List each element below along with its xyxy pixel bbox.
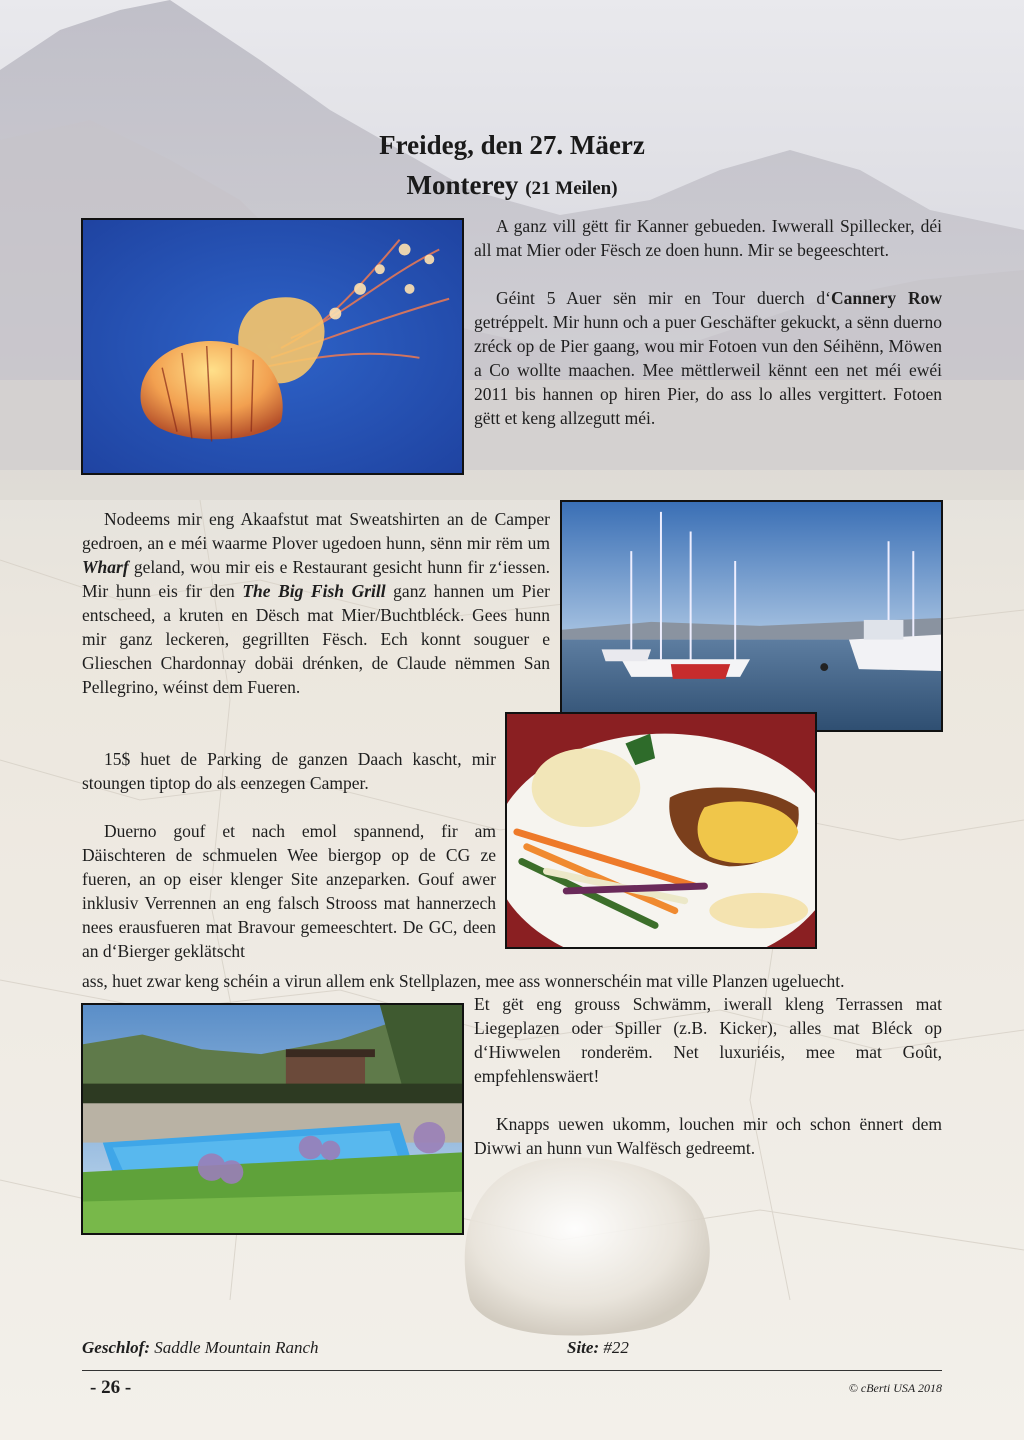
paragraph [82, 507, 550, 699]
text-run: Nodeems mir eng Akaafstut mat Sweatshirten an de Camper gedroen, an e méi waarme Plover ugedoen hunn, sënn mir rëm um [82, 509, 550, 553]
place-name: Monterey [406, 170, 519, 200]
text-block-1 [474, 214, 942, 430]
paragraph: A ganz vill gëtt fir Kanner gebueden. Iwwerall Spillecker, déi all mat Mier oder Fësch ze doen hunn. Mir se begeeschtert. [474, 216, 942, 260]
site-label: Site: [567, 1338, 600, 1357]
text-run: getréppelt. Mir hunn och a puer Geschäfter gekuckt, a sënn duerno zréck op de Pier gaang, wou mir Fotoen vun den Séihënn, Möwen a Co wollte maachen. Mee mëttlerweil kënnt een net méi ewéi 2011 bis hannen op hiren Pier, do ass lo alles vergittert. Fotoen gëtt et keng allzegutt méi. [474, 312, 942, 428]
harbor-photo [560, 500, 943, 732]
text-run: ganz hannen um Pier entscheed, a kruten en Dësch mat Mier/Buchtbléck. Gees hunn mir ganz leckeren, gegrillten Fësch. Ech konnt souguer e Glieschen Chardonnay dobäi drénken, de Claude nëmmen San Pellegrino, wéinst dem Fueren. [82, 581, 550, 697]
text-run: Géint 5 Auer sën mir en Tour duerch d‘ [496, 288, 832, 308]
wharf-text: Wharf [82, 557, 129, 577]
copyright: © cBerti USA 2018 [848, 1381, 942, 1395]
site-info [567, 1338, 629, 1358]
text-block-2b [82, 747, 496, 963]
jellyfish-photo [81, 218, 464, 475]
footer-divider [82, 1370, 942, 1371]
text-fullwidth-line [82, 969, 942, 993]
page-number: - 26 - [90, 1377, 132, 1398]
paragraph: ass, huet zwar keng schéin a virun allem enk Stellplazen, mee ass wonnerschéin mat ville Planzen ugeluecht. [82, 971, 845, 991]
paragraph: Duerno gouf et nach emol spannend, fir am Däischteren de schmuelen Wee biergop op de CG ze fueren, an op eiser klenger Site anzeparken. Gouf awer inklusiv Verrennen an eng falsch Strooss mat hannerzech nees erausfueren mat Bravour gemeeschtert. De GC, deen an d‘Bierger geklätscht [82, 821, 496, 961]
cannery-row-text: Cannery Row [831, 288, 942, 308]
paragraph: Knapps uewen ukomm, louchen mir och schon ënnert dem Diwwi an hunn vun Walfësch gedreemt. [474, 1114, 942, 1158]
distance: (21 Meilen) [525, 178, 618, 199]
site-value: #22 [603, 1338, 629, 1357]
sleep-location [82, 1338, 319, 1358]
paragraph: Et gët eng grouss Schwämm, iwerall kleng Terrassen mat Liegeplazen oder Spiller (z.B. Kicker), alles mat Bléck op d‘Hiwwelen ronderëm. Net luxuriéis, mee mat Goût, empfehlenswäert! [474, 994, 942, 1086]
paragraph: 15$ huet de Parking de ganzen Daach kascht, mir stoungen tiptop do als eenzegen Camper. [82, 749, 496, 793]
page-title-date: Freideg, den 27. Mäerz [379, 130, 645, 160]
food-photo [505, 712, 817, 949]
sleep-label: Geschlof: [82, 1338, 150, 1357]
pool-photo [81, 1003, 464, 1235]
sleep-value: Saddle Mountain Ranch [154, 1338, 319, 1357]
text-block-2 [82, 507, 550, 699]
text-run: geland, wou mir eis e Restaurant gesicht hunn fir z‘iessen. Mir hunn eis fir den [82, 557, 550, 601]
big-fish-grill-text: The Big Fish Grill [242, 581, 386, 601]
paragraph [474, 286, 942, 430]
page-title-place [300, 170, 724, 201]
text-block-3 [474, 992, 942, 1160]
